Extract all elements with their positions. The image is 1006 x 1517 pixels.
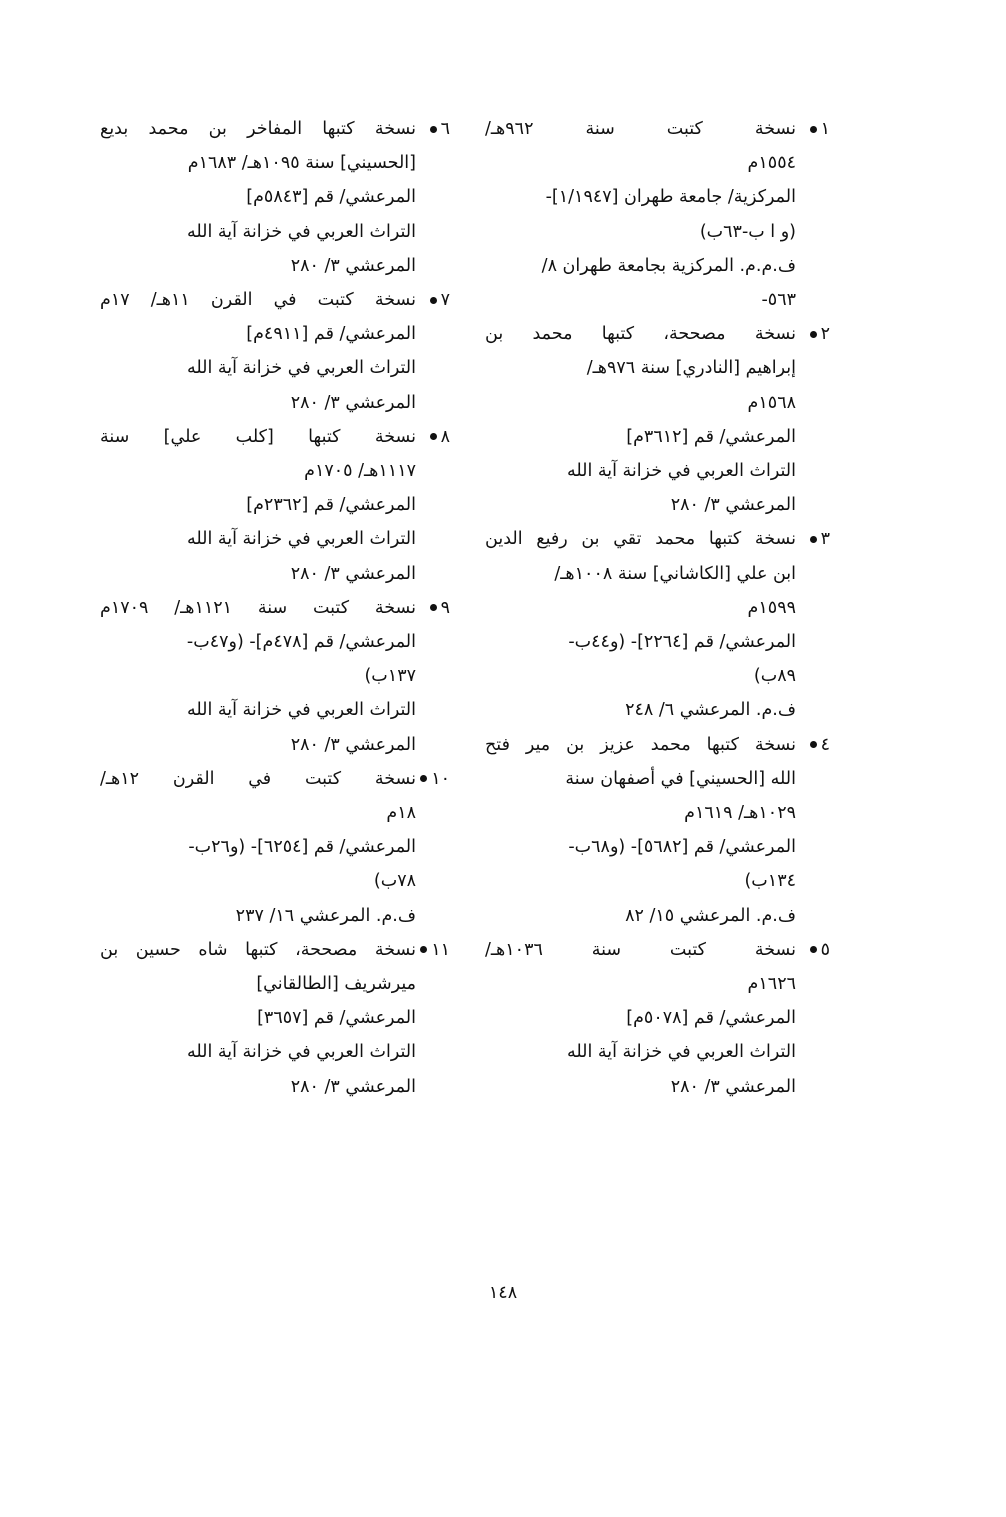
- entry-heading: [100, 112, 450, 146]
- entry-line: التراث العربي في خزانة آية الله: [186, 221, 416, 242]
- manuscript-entry-1: [485, 112, 830, 317]
- entry-line: نسخة كتبت سنة ٩٦٢هـ/: [485, 119, 796, 139]
- entry-line: ٧٨ب): [373, 871, 416, 892]
- entry-number: ٩: [440, 597, 450, 618]
- entry-line: ف.م.م. المركزية بجامعة طهران ٨/: [541, 255, 796, 276]
- entry-line: التراث العربي في خزانة آية الله: [186, 700, 416, 721]
- entry-line: ١٣٤ب): [744, 871, 796, 892]
- entry-line: المركزية/ جامعة طهران [١/١٩٤٧]-: [545, 187, 796, 208]
- right-column: [485, 112, 830, 1104]
- entry-marker: [796, 522, 830, 556]
- bullet-icon: [810, 741, 817, 748]
- entry-heading: [485, 522, 830, 556]
- entry-line: المرعشي/ قم [٥٠٧٨م]: [626, 1008, 796, 1029]
- entry-line: المرعشي/ قم [٥٦٨٢]- (و٦٨ب-: [568, 837, 796, 858]
- bullet-icon: [810, 536, 817, 543]
- bullet-icon: [430, 126, 437, 133]
- entry-line: ف.م. المرعشي ٦/ ٢٤٨: [625, 700, 796, 721]
- entry-heading: [100, 762, 450, 796]
- manuscript-entry-6: [100, 112, 450, 283]
- entry-heading: [100, 591, 450, 625]
- entry-line: ١٠٢٩هـ/ ١٦١٩م: [684, 803, 796, 824]
- entry-line: ابن علي [الكاشاني] سنة ١٠٠٨هـ/: [554, 563, 796, 584]
- entry-line: المرعشي/ قم [٢٣٦٢م]: [246, 495, 416, 516]
- entry-line: المرعشي/ قم [٣٦١٢م]: [626, 426, 796, 447]
- manuscript-entry-7: [100, 283, 450, 420]
- entry-number: ٤: [820, 734, 830, 755]
- entry-line: المرعشي ٣/ ٢٨٠: [670, 495, 796, 516]
- entry-marker: [416, 283, 450, 317]
- entry-line: التراث العربي في خزانة آية الله: [186, 1042, 416, 1063]
- bullet-icon: [810, 126, 817, 133]
- entry-line: ١٣٧ب): [364, 666, 416, 687]
- entry-line: التراث العربي في خزانة آية الله: [186, 358, 416, 379]
- entry-line: ١٥٥٤م: [747, 153, 796, 174]
- bullet-icon: [430, 433, 437, 440]
- entry-line: المرعشي ٣/ ٢٨٠: [290, 734, 416, 755]
- manuscript-entry-11: [100, 933, 450, 1104]
- entry-line: إبراهيم [النادري] سنة ٩٧٦هـ/: [586, 358, 796, 379]
- entry-line: المرعشي/ قم [٦٢٥٤]- (و٢٦ب-: [188, 837, 416, 858]
- entry-line: المرعشي ٣/ ٢٨٠: [290, 255, 416, 276]
- bullet-icon: [420, 946, 427, 953]
- entry-line: ميرشريف [الطالقاني]: [256, 974, 416, 995]
- entry-number: ٢: [820, 324, 830, 345]
- entry-line: ف.م. المرعشي ١٦/ ٢٣٧: [235, 905, 416, 926]
- entry-line: ١٥٩٩م: [747, 597, 796, 618]
- left-column: [100, 112, 450, 1104]
- bullet-icon: [810, 946, 817, 953]
- entry-line: نسخة كتبت سنة ١٠٣٦هـ/: [485, 939, 796, 960]
- entry-line: (و ا ب-٦٣ب): [699, 221, 796, 242]
- manuscript-entry-8: [100, 420, 450, 591]
- entry-line: التراث العربي في خزانة آية الله: [566, 461, 796, 482]
- entry-line: المرعشي/ قم [٢٢٦٤]- (و٤٤ب-: [568, 632, 796, 653]
- entry-line: ٥٦٣-: [761, 290, 796, 311]
- entry-number: ٣: [820, 529, 830, 550]
- entry-line: المرعشي ٣/ ٢٨٠: [290, 392, 416, 413]
- entry-heading: [485, 728, 830, 762]
- entry-heading: [485, 933, 830, 967]
- entry-line: المرعشي/ قم [٤٩١١م]: [246, 324, 416, 345]
- entry-line: ١٨م: [386, 803, 416, 824]
- bullet-icon: [420, 775, 427, 782]
- entry-number: ٥: [820, 939, 830, 960]
- entry-line: التراث العربي في خزانة آية الله: [186, 529, 416, 550]
- entry-marker: [416, 591, 450, 625]
- entry-heading: [485, 112, 830, 146]
- entry-line: ٨٩ب): [753, 666, 796, 687]
- entry-line: التراث العربي في خزانة آية الله: [566, 1042, 796, 1063]
- entry-line: نسخة كتبت في القرن ١٢هـ/: [100, 768, 416, 789]
- entry-line: المرعشي/ قم [٥٨٤٣م]: [246, 187, 416, 208]
- entry-line: ١٥٦٨م: [747, 392, 796, 413]
- entry-line: ١١١٧هـ/ ١٧٠٥م: [304, 461, 416, 482]
- entry-line: المرعشي/ قم [٤٧٨م]- (و٤٧ب-: [186, 632, 416, 653]
- entry-marker: [416, 420, 450, 454]
- entry-heading: [100, 420, 450, 454]
- entry-line: نسخة كتبها محمد عزيز بن مير فتح: [485, 734, 796, 755]
- bullet-icon: [810, 331, 817, 338]
- entry-marker: [796, 728, 830, 762]
- entry-line: المرعشي ٣/ ٢٨٠: [290, 563, 416, 584]
- manuscript-entry-9: [100, 591, 450, 762]
- entry-heading: [485, 317, 830, 351]
- manuscript-entry-10: [100, 762, 450, 933]
- bullet-icon: [430, 297, 437, 304]
- page-number: ١٤٨: [488, 1283, 518, 1303]
- manuscript-entry-4: [485, 728, 830, 933]
- entry-line: المرعشي ٣/ ٢٨٠: [290, 1076, 416, 1097]
- entry-line: [الحسيني] سنة ١٠٩٥هـ/ ١٦٨٣م: [187, 153, 416, 174]
- entry-line: ف.م. المرعشي ١٥/ ٨٢: [625, 905, 796, 926]
- entry-number: ١: [820, 119, 830, 139]
- entry-line: نسخة كتبها محمد تقي بن رفيع الدين: [485, 529, 796, 550]
- entry-line: المرعشي ٣/ ٢٨٠: [670, 1076, 796, 1097]
- entry-line: ١٦٢٦م: [747, 974, 796, 995]
- entry-line: نسخة كتبها [كلب علي] سنة: [100, 426, 416, 447]
- entry-number: ١٠: [431, 768, 450, 789]
- entry-marker: [796, 317, 830, 351]
- manuscript-entry-5: [485, 933, 830, 1104]
- entry-marker: [796, 112, 830, 146]
- entry-line: نسخة كتبها المفاخر بن محمد بديع: [100, 119, 416, 139]
- entry-heading: [100, 933, 450, 967]
- entry-line: نسخة مصححة، كتبها شاه حسين بن: [100, 939, 416, 960]
- entry-number: ٦: [440, 119, 450, 139]
- entry-number: ٨: [440, 426, 450, 447]
- manuscript-entry-3: [485, 522, 830, 727]
- entry-marker: [796, 933, 830, 967]
- entry-line: نسخة كتبت في القرن ١١هـ/ ١٧م: [100, 290, 416, 311]
- entry-number: ٧: [440, 290, 450, 311]
- manuscript-entry-2: [485, 317, 830, 522]
- entry-marker: [416, 112, 450, 146]
- entry-marker: [416, 933, 450, 967]
- entry-line: المرعشي/ قم [٣٦٥٧]: [257, 1008, 416, 1029]
- entry-marker: [416, 762, 450, 796]
- bullet-icon: [430, 604, 437, 611]
- entry-number: ١١: [431, 939, 450, 960]
- entry-line: الله [الحسيني] في أصفهان سنة: [565, 768, 796, 789]
- entry-heading: [100, 283, 450, 317]
- entry-line: نسخة كتبت سنة ١١٢١هـ/ ١٧٠٩م: [100, 597, 416, 618]
- entry-line: نسخة مصححة، كتبها محمد بن: [485, 324, 796, 345]
